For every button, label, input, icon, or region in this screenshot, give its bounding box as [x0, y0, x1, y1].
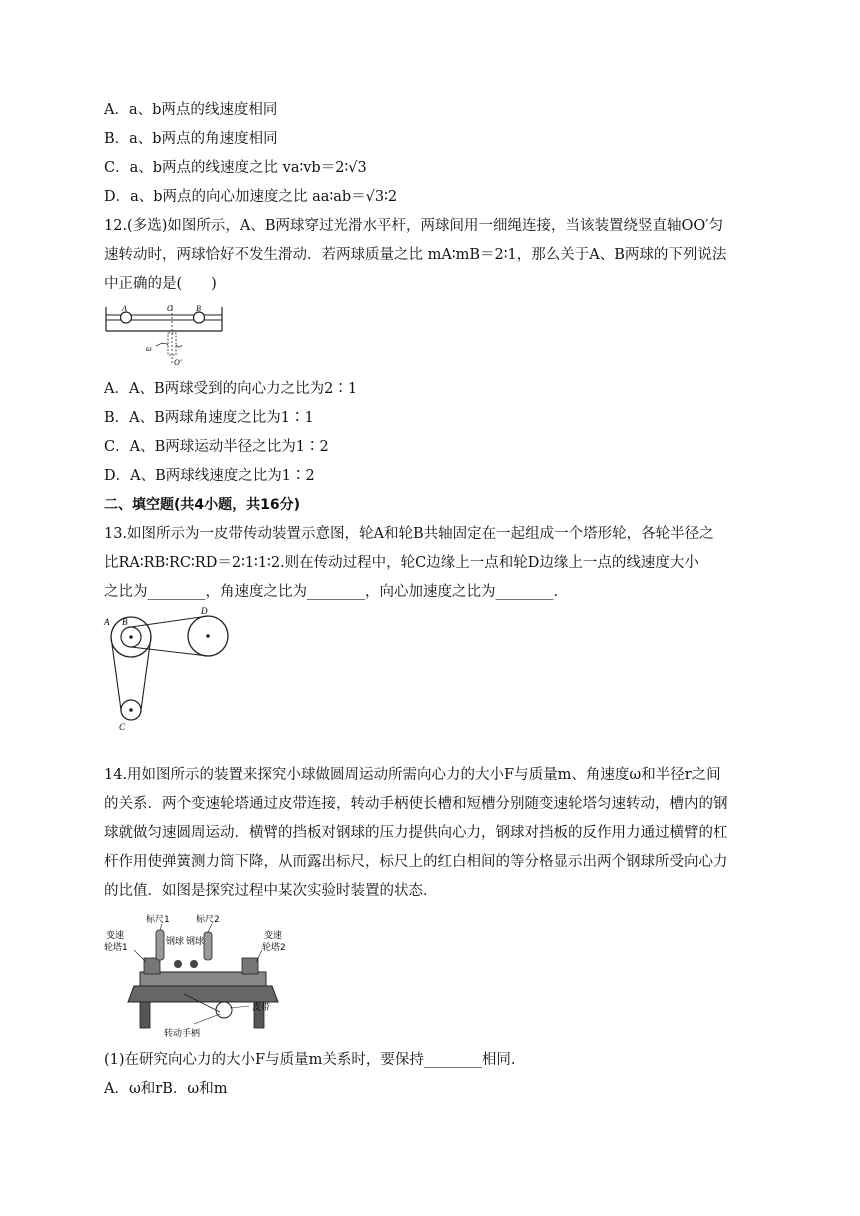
q12-label-a: A: [122, 304, 127, 313]
q13-label-d: D: [201, 606, 208, 616]
q14-label-tower2-a: 变速: [264, 931, 283, 941]
q14-sub-question-1-options: A．ω和rB．ω和m: [104, 1081, 228, 1097]
q12-rod-figure: [104, 305, 224, 367]
q12-label-o-prime: O′: [174, 358, 182, 367]
q12-stem-line-1: 12.(多选)如图所示，A、B两球穿过光滑水平杆，两球间用一细绳连接，当该装置绕竖直轴OO′匀: [104, 218, 724, 234]
q14-sub-question-1: (1)在研究向心力的大小F与质量m关系时，要保持________相同.: [104, 1052, 516, 1068]
q14-label-belt: 皮带: [252, 1003, 271, 1013]
q14-stem-line-1: 14.用如图所示的装置来探究小球做圆周运动所需向心力的大小F与质量m、角速度ω和半径r之间: [104, 767, 721, 783]
q14-apparatus-figure: [104, 912, 294, 1040]
q12-label-omega: ω: [146, 344, 152, 353]
q11-option-d: D．a、b两点的向心加速度之比 aa∶ab＝√3∶2: [104, 189, 398, 205]
q14-stem-line-4: 杆作用使弹簧测力筒下降，从而露出标尺，标尺上的红白相间的等分格显示出两个钢球所受向心力: [104, 854, 728, 870]
q14-label-ball1: 钢球: [166, 937, 185, 947]
q13-stem-line-3: 之比为________，角速度之比为________，向心加速度之比为________.: [104, 584, 559, 600]
q12-label-o: O: [167, 304, 173, 313]
q13-label-a: A: [104, 617, 110, 627]
q12-option-c: C．A、B两球运动半径之比为1∶2: [104, 439, 329, 455]
q13-label-c: C: [119, 722, 126, 732]
q14-label-tower2-b: 轮塔2: [262, 943, 286, 953]
q12-stem-line-3: 中正确的是( ): [104, 276, 217, 292]
q13-belt-drive-figure: [104, 606, 244, 732]
q12-option-a: A．A、B两球受到的向心力之比为2∶1: [104, 381, 358, 397]
q11-option-b: B．a、b两点的角速度相同: [104, 131, 278, 147]
q14-stem-line-5: 的比值．如图是探究过程中某次实验时装置的状态．: [104, 883, 438, 899]
section-title-fill-in: 二、填空题(共4小题，共16分): [104, 497, 301, 513]
q12-option-b: B．A、B两球角速度之比为1∶1: [104, 410, 314, 426]
q14-label-tower1-a: 变速: [106, 931, 125, 941]
q11-option-c: C．a、b两点的线速度之比 va∶vb＝2∶√3: [104, 160, 367, 176]
q11-option-a: A．a、b两点的线速度相同: [104, 102, 278, 118]
q14-label-ball2: 钢球: [186, 937, 205, 947]
document-page: [104, 96, 764, 1104]
q14-label-ruler2: 标尺2: [196, 915, 220, 925]
q13-label-b: B: [122, 617, 128, 627]
q12-option-d: D．A、B两球线速度之比为1∶2: [104, 468, 315, 484]
q14-stem-line-3: 球就做匀速圆周运动．横臂的挡板对钢球的压力提供向心力，钢球对挡板的反作用力通过横臂的杠: [104, 825, 728, 841]
q14-label-handle: 转动手柄: [164, 1029, 201, 1039]
q13-stem-line-2: 比RA∶RB∶RC∶RD＝2∶1∶1∶2.则在传动过程中，轮C边缘上一点和轮D边缘上一点的线速度大小: [104, 555, 699, 571]
q14-stem-line-2: 的关系．两个变速轮塔通过皮带连接，转动手柄使长槽和短槽分别随变速轮塔匀速转动，槽内的钢: [104, 796, 728, 812]
q12-label-b: B: [196, 304, 201, 313]
q14-label-ruler1: 标尺1: [146, 915, 170, 925]
q12-stem-line-2: 速转动时，两球恰好不发生滑动．若两球质量之比 mA∶mB＝2∶1，那么关于A、B两球的下列说法: [104, 247, 727, 263]
q13-stem-line-1: 13.如图所示为一皮带传动装置示意图，轮A和轮B共轴固定在一起组成一个塔形轮，各轮半径之: [104, 526, 714, 542]
q14-label-tower1-b: 轮塔1: [104, 943, 128, 953]
